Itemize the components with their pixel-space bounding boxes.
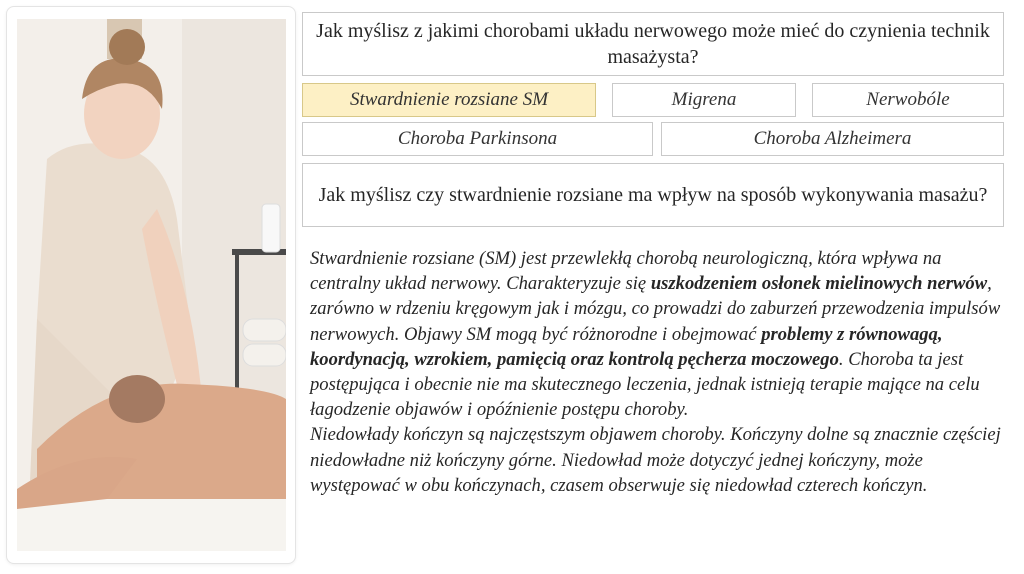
option-label: Choroba Alzheimera: [753, 128, 912, 149]
text-run: , zarówno w rdzeniu kręgowym jak i mózgu, co prowadzi do zaburzeń przewodzenia impulsów nerwowych. Objawy SM mogą być różnorodne i obejmować: [310, 273, 1001, 345]
bold-run: uszkodzeniem osłonek mielinowych nerwów: [650, 273, 988, 295]
question-1-box: [302, 12, 1004, 76]
option-label: Stwardnienie rozsiane SM: [349, 89, 549, 110]
paragraph-paresis: Niedowłady kończyn są najczęstszym objawem choroby. Kończyny dolne są znacznie częściej niedowładne niż kończyny górne. Niedowład może dotyczyć jednej kończyny, może występować w obu kończynach, czasem obserwuje się niedowład czterech kończyn.: [310, 424, 1001, 496]
option-alzheimer[interactable]: [661, 122, 1004, 156]
question-2-box: [302, 163, 1004, 227]
option-migraine[interactable]: [612, 83, 796, 117]
option-label: Choroba Parkinsona: [397, 128, 558, 149]
massage-photo: [17, 19, 286, 551]
photo-frame: [6, 6, 296, 564]
option-multiple-sclerosis[interactable]: [302, 83, 596, 117]
question-2-text: Jak myślisz czy stwardnienie rozsiane ma wpływ na sposób wykonywania masażu?: [318, 184, 988, 206]
option-parkinson[interactable]: [302, 122, 653, 156]
option-label: Nerwobóle: [866, 89, 950, 110]
question-1-text: Jak myślisz z jakimi chorobami układu nerwowego może mieć do czynienia technik masażysta?: [316, 20, 990, 68]
text-run: Stwardnienie rozsiane (SM) jest przewlekłą chorobą neurologiczną, która wpływa na centralny układ nerwowy. Charakteryzuje się: [310, 248, 942, 295]
option-label: Migrena: [671, 89, 737, 110]
explanation-text: [310, 246, 1010, 498]
text-run: . Choroba ta jest postępująca i obecnie nie ma skutecznego leczenia, jednak istnieją terapie mające na celu łagodzenie objawów i opóźnienie postępu choroby.: [310, 348, 980, 421]
option-neuralgia[interactable]: [812, 83, 1004, 117]
paragraph-ms-description: [310, 246, 1010, 422]
bold-run: problemy z równowagą, koordynacją, wzrokiem, pamięcią oraz kontrolą pęcherza moczowego: [310, 323, 943, 370]
